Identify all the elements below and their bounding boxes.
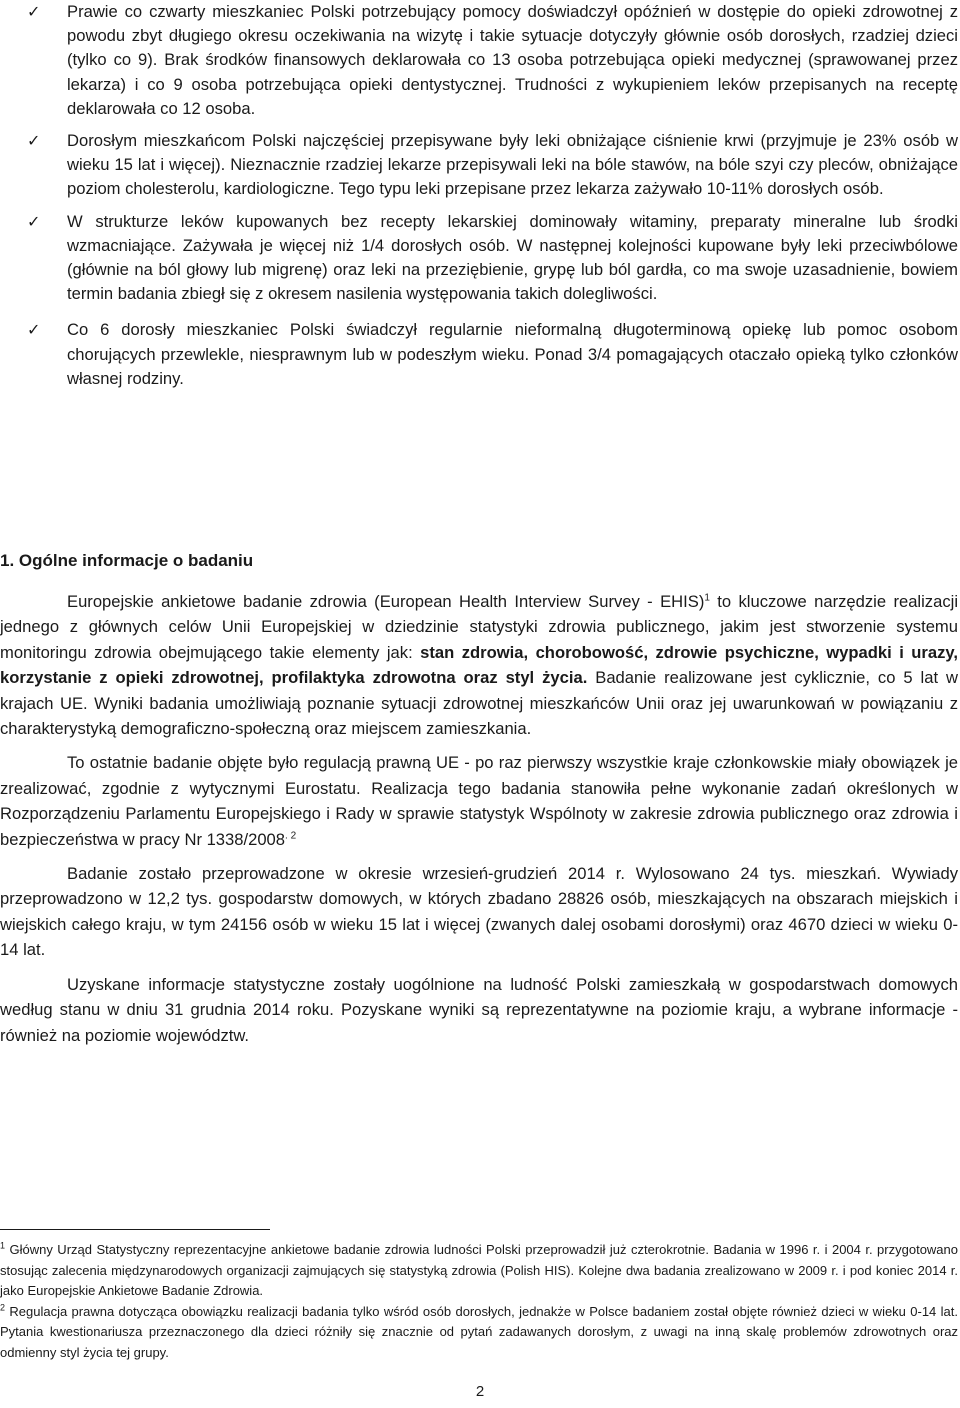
footnote bbox=[0, 1240, 958, 1302]
bullet-item bbox=[0, 129, 960, 202]
bullet-item bbox=[0, 210, 960, 307]
bullet-item bbox=[0, 318, 960, 391]
paragraph-text: to kluczowe narzędzie realizacji jednego z głównych celów Unii Europejskiej w dziedzinie statystyki zdrowia publicznego, jakim jest stworzenie systemu monitoringu zdrowia obejmującego takie elementy jak: bbox=[0, 592, 959, 662]
paragraph-text: Badanie realizowane jest cyklicznie, co 5 lat w krajach UE. Wyniki badania umożliwiają poznanie sytuacji zdrowotnej mieszkańców Unii oraz jej uwarunkowań w powiązaniu z charakterystyką demograficzno-społeczną oraz miejscem zamieszkania. bbox=[0, 668, 959, 739]
footnote-text: Główny Urząd Statystyczny reprezentacyjne ankietowe badanie zdrowia ludności Polski przeprowadził już czterokrotnie. Badania w 1996 r. i 2004 r. przygotowano stosując zalecenia międzynarodowych organizacji zajmujących się statystyką zdrowia (Polish HIS). Kolejne dwa badania zrealizowano w 2009 r. i pod koniec 2014 r. jako Europejskie Ankietowe Badanie Zdrowia. bbox=[0, 1242, 958, 1298]
paragraph bbox=[0, 589, 958, 741]
paragraph-text: Europejskie ankietowe badanie zdrowia (European Health Interview Survey - EHIS) bbox=[67, 592, 705, 611]
summary-bullet-list bbox=[0, 0, 960, 399]
emphasis-text: stan zdrowia, chorobowość, zdrowie psychiczne, wypadki i urazy, korzystanie z opieki zdrowotnej, profilaktyka zdrowotna oraz styl życia. bbox=[0, 642, 958, 688]
bullet-text: W strukturze leków kupowanych bez recepty lekarskiej dominowały witaminy, preparaty mineralne lub środki wzmacniające. Zażywała je więcej niż 1/4 dorosłych osób. W następnej kolejności kupowane były leki przeciwbólowe (głównie na ból głowy lub migrenę) oraz leki na przeziębienie, grypę lub ból gardła, co ma swoje uzasadnienie, bowiem termin badania zbiegł się z okresem nasilenia występowania takich dolegliwości. bbox=[67, 211, 958, 304]
checkmark-icon: ✓ bbox=[27, 320, 41, 340]
checkmark-icon: ✓ bbox=[27, 2, 41, 21]
footnote-divider bbox=[0, 1229, 270, 1230]
footnote-ref[interactable]: . 2 bbox=[285, 830, 297, 842]
footnote-mark: 2 bbox=[0, 1302, 6, 1313]
paragraph: Badanie zostało przeprowadzone w okresie wrzesień-grudzień 2014 r. Wylosowano 24 tys. mieszkań. Wywiady przeprowadzono w 12,2 tys. gospodarstw domowych, w których zbadano 28826 osób, mieszkających na obszarach miejskich i wiejskich całego kraju, w tym 24156 osób w wieku 15 lat i więcej (zwanych dalej osobami dorosłymi) oraz 4670 dzieci w wieku 0-14 lat. bbox=[0, 864, 958, 960]
section-body bbox=[0, 589, 958, 1057]
section-heading: 1. Ogólne informacje o badaniu bbox=[0, 551, 254, 570]
bullet-text: Dorosłym mieszkańcom Polski najczęściej przepisywane były leki obniżające ciśnienie krwi (przyjmuje je 23% osób w wieku 15 lat i więcej). Nieznacznie rzadziej lekarze przepisywali leki na bóle stawów, na bóle szyi czy pleców, obniżające poziom cholesterolu, kardiologiczne. Tego typu leki przepisane przez lekarza zażywało 10-11% dorosłych osób. bbox=[67, 131, 958, 199]
footnotes bbox=[0, 1240, 958, 1363]
footnote-text: Regulacja prawna dotycząca obowiązku realizacji badania tylko wśród osób dorosłych, jednakże w Polsce badaniem został objęte również dzieci w wieku 0-14 lat. Pytania kwestionariusza przeznaczonego dla dzieci różniły się znacznie od pytań zadawanych dorosłym, z uwagi na inną skalę problemów zdrowotnych oraz odmienny styl życia tej grupy. bbox=[0, 1303, 958, 1360]
paragraph bbox=[0, 750, 958, 852]
checkmark-icon: ✓ bbox=[27, 211, 41, 231]
bullet-item bbox=[0, 0, 960, 121]
checkmark-icon: ✓ bbox=[27, 131, 41, 151]
footnote-ref[interactable]: 1 bbox=[704, 592, 710, 604]
page-number: 2 bbox=[475, 1383, 485, 1400]
footnote bbox=[0, 1302, 958, 1364]
bullet-text: Co 6 dorosły mieszkaniec Polski świadczył regularnie nieformalną długoterminową opiekę lub pomoc osobom chorujących przewlekle, niesprawnym lub w podeszłym wieku. Ponad 3/4 pomagających otaczało opieką tylko członków własnej rodziny. bbox=[67, 320, 958, 388]
footnote-mark: 1 bbox=[0, 1240, 6, 1251]
paragraph: Uzyskane informacje statystyczne zostały uogólnione na ludność Polski zamieszkałą w gospodarstwach domowych według stanu w dniu 31 grudnia 2014 roku. Pozyskane wyniki są reprezentatywne na poziomie kraju, a wybrane informacje - również na poziomie województw. bbox=[0, 974, 958, 1045]
bullet-text: Prawie co czwarty mieszkaniec Polski potrzebujący pomocy doświadczył opóźnień w dostępie do opieki zdrowotnej z powodu zbyt długiego okresu oczekiwania na wizytę i takie sytuacje dotyczyły głównie osób dorosłych, rzadziej dzieci (tylko co 9). Brak środków finansowych deklarowała co 13 osoba potrzebująca opieki medycznej (sprawowanej przez lekarza) i co 9 osoba potrzebująca opieki dentystycznej. Trudności z wykupieniem leków przepisanych na receptę deklarowała co 12 osoba. bbox=[67, 2, 958, 118]
paragraph-text: To ostatnie badanie objęte było regulacją prawną UE - po raz pierwszy wszystkie kraje członkowskie miały obowiązek je zrealizować, zgodnie z wytycznymi Eurostatu. Realizacja tego badania stanowiła pełne wykonanie zadań określonych w Rozporządzeniu Parlamentu Europejskiego i Rady w sprawie statystyk Wspólnoty w zakresie zdrowia publicznego oraz zdrowia i bezpieczeństwa w pracy Nr 1338/2008 bbox=[0, 753, 958, 849]
